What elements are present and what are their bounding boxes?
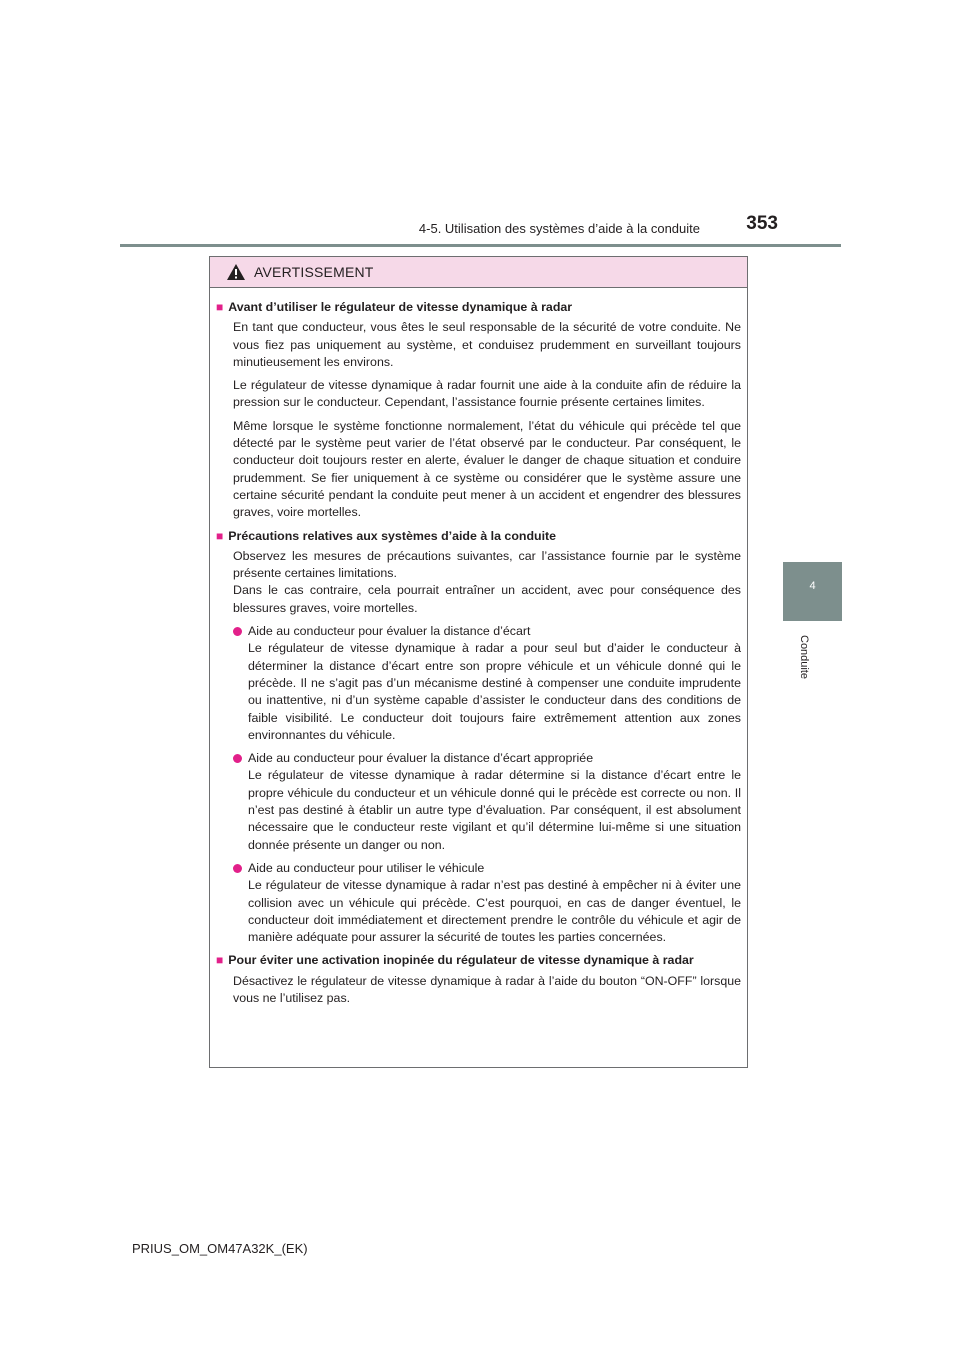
section-heading: [216, 299, 741, 316]
warning-section: [216, 528, 741, 947]
chapter-title: Conduite: [798, 635, 810, 680]
chapter-tab: [783, 562, 842, 621]
section-header: 4-5. Utilisation des systèmes d’aide à la conduite: [418, 221, 700, 236]
bullet-title: Aide au conducteur pour évaluer la distance d’écart: [248, 624, 531, 639]
bullet-item: [233, 860, 741, 946]
square-bullet-icon: ■: [216, 300, 224, 314]
bullet-body: Le régulateur de vitesse dynamique à radar détermine si la distance d’écart entre le propre véhicule du conducteur et un véhicule donné qui le précède est correcte ou non. Il n’est pas destiné à établir un autre type d’évaluation. Par conséquent, il est absolument nécessaire que le conducteur reste vigilant et qu’il détermine lui-même si une situation donnée présente un danger ou non.: [248, 768, 741, 852]
section-heading-text: Pour éviter une activation inopinée du régulateur de vitesse dynamique à radar: [228, 953, 694, 968]
warning-title: AVERTISSEMENT: [254, 264, 374, 280]
document-code: PRIUS_OM_OM47A32K_(EK): [132, 1241, 308, 1256]
bullet-title: Aide au conducteur pour évaluer la distance d’écart appropriée: [248, 751, 594, 766]
paragraph: Le régulateur de vitesse dynamique à radar fournit une aide à la conduite afin de réduire la pression sur le conducteur. Cependant, l’assistance fournie présente certaines limites.: [233, 378, 741, 410]
dot-bullet-icon: [233, 627, 242, 636]
warning-section: [216, 952, 741, 1007]
section-heading-text: Avant d’utiliser le régulateur de vitesse dynamique à radar: [228, 300, 573, 314]
section-heading: [216, 952, 741, 969]
square-bullet-icon: ■: [216, 528, 224, 543]
bullet-text: [248, 750, 741, 854]
paragraph: Observez les mesures de précautions suivantes, car l’assistance fournie par le système présente certaines limitations.: [233, 548, 741, 581]
warning-triangle-icon: [226, 263, 246, 281]
paragraph: Dans le cas contraire, cela pourrait entraîner un accident, avec pour conséquence des blessures graves, voire mortelles.: [233, 583, 741, 615]
warning-section: [216, 299, 741, 522]
page-number: 353: [746, 213, 778, 234]
paragraph: Désactivez le régulateur de vitesse dynamique à radar à l’aide du bouton “ON-OFF” lorsque vous ne l’utilisez pas.: [233, 973, 741, 1005]
bullet-title: Aide au conducteur pour utiliser le véhicule: [248, 860, 485, 875]
section-heading-text: Précautions relatives aux systèmes d’aide à la conduite: [228, 528, 557, 543]
paragraph: Même lorsque le système fonctionne normalement, l’état du véhicule qui précède tel que détecté par le système peut varier de l’état observé par le conducteur. Par conséquent, le conducteur doit toujours rester en alerte, évaluer le danger de chaque situation et conduire prudemment. Se fier uniquement à ce système ou considérer que le système assure une certaine sécurité pendant la conduite peut mener à un accident et engendrer des blessures graves, voire mortelles.: [233, 418, 741, 520]
bullet-item: [233, 750, 741, 854]
chapter-number: 4: [809, 580, 816, 592]
bullet-body: Le régulateur de vitesse dynamique à radar n’est pas destiné à empêcher ni à éviter une collision avec un véhicule qui précède. C’est pourquoi, en cas de danger éventuel, le conducteur doit immédiatement et directement prendre le contrôle du véhicule et agir de manière adéquate pour assurer la sécurité de toutes les parties concernées.: [248, 878, 741, 945]
dot-bullet-icon: [233, 754, 242, 763]
warning-box: [209, 256, 748, 1068]
paragraph: En tant que conducteur, vous êtes le seul responsable de la sécurité de votre conduite. Ne vous fiez pas uniquement au système, et conduisez prudemment en surveillant toujours minutieusement les environs.: [233, 320, 741, 369]
bullet-item: [233, 623, 741, 744]
warning-body: [210, 288, 747, 1007]
bullet-text: [248, 860, 741, 946]
bullet-body: Le régulateur de vitesse dynamique à radar a pour seul but d’aider le conducteur à déterminer la distance d’écart entre son propre véhicule et un véhicule donné qui le précède. Il ne s’agit pas d’un mécanisme destiné à compenser une conduite imprudente ou inattentive, ni d’un système capable d’assister le conducteur dans des conditions de faible visibilité. Le conducteur doit toujours faire extrêmement attention aux zones environnantes du véhicule.: [248, 641, 741, 742]
warning-header: [210, 257, 747, 288]
bullet-text: [248, 623, 741, 744]
square-bullet-icon: ■: [216, 953, 224, 968]
dot-bullet-icon: [233, 864, 242, 873]
section-heading: [216, 528, 741, 545]
header-rule: [120, 244, 841, 247]
